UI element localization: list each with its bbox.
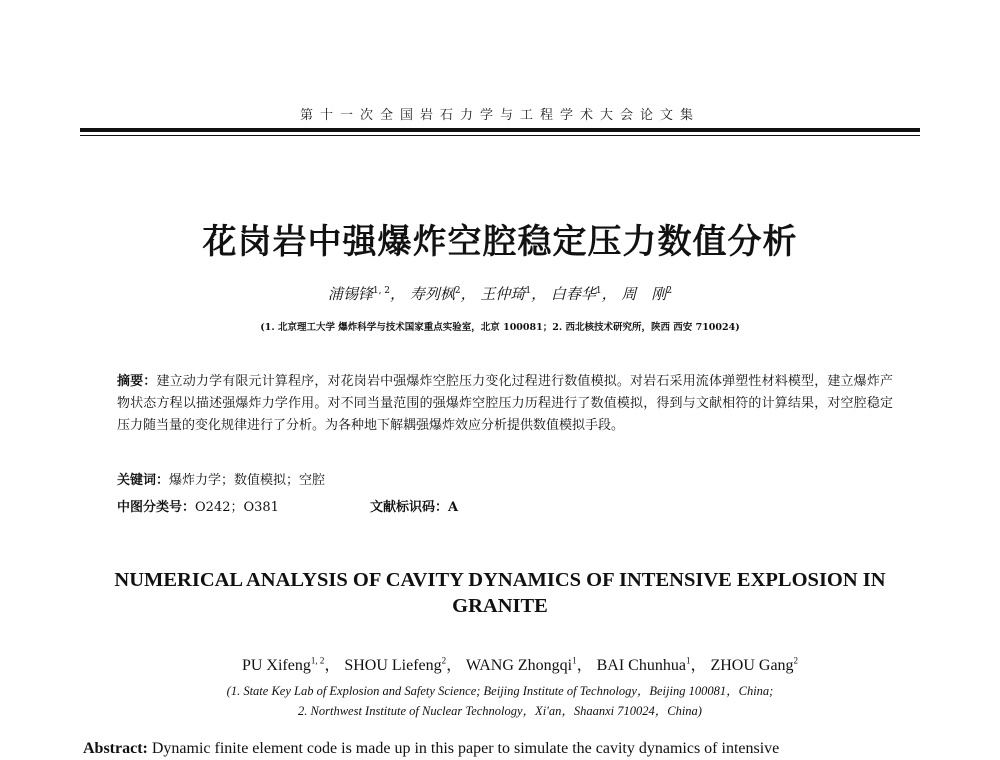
keywords-value: 爆炸力学；数值模拟；空腔: [169, 473, 326, 488]
author-en-5-aff: 2: [793, 655, 799, 666]
author-cn-1-aff: 1, 2: [372, 286, 391, 296]
paper-title-cn: 花岗岩中强爆炸空腔稳定压力数值分析: [202, 222, 798, 262]
clc-label: 中图分类号：: [117, 500, 196, 515]
abstract-en-text: Dynamic finite element code is made up in this paper to simulate the cavity dynamics of intensive: [151, 740, 780, 757]
authors-en: PU Xifeng$^{1, 2}$， SHOU Liefeng$^2$， WANG Zhongqi$^1$， BAI Chunhua$^1$， ZHOU Gang$^2$: [241, 655, 799, 674]
author-cn-1: 浦锡锋: [327, 285, 373, 303]
abstract-en: [83, 740, 983, 758]
author-en-2: SHOU Liefeng: [344, 657, 442, 674]
doc-code-label: 文献标识码：: [370, 500, 449, 515]
abstract-cn: [117, 371, 893, 437]
author-en-3: WANG Zhongqi: [465, 657, 573, 674]
abstract-cn-text: 建立动力学有限元计算程序，对花岗岩中强爆炸空腔压力变化过程进行数值模拟。对岩石采用流体弹塑性材料模型，建立爆炸产物状态方程以描述强爆炸力学作用。对不同当量范围的强爆炸空腔压力历程进行了数值模拟，得到与文献相符的计算结果，对空腔稳定压力随当量的变化规律进行了分析。为各种地下解耦强爆炸效应分析提供数值模拟手段。: [117, 374, 893, 433]
journal-header: 第十一次全国岩石力学与工程学术大会论文集: [299, 108, 700, 123]
keywords-label: 关键词：: [117, 473, 170, 488]
author-cn-3-aff: 1: [525, 286, 532, 296]
abstract-en-label: Abstract:: [83, 740, 148, 757]
doc-code-value: A: [448, 500, 459, 515]
author-en-3-aff: 1: [572, 655, 577, 666]
author-en-4: BAI Chunhua: [596, 657, 686, 674]
authors-cn: 浦锡锋$^{1, 2}$， 寿列枫$^2$， 王仲琦$^1$， 白春华$^1$， 周 刚$^2$: [327, 285, 673, 303]
affiliation-en-line-2: 2. Northwest Institute of Nuclear Technology，Xi'an，Shaanxi 710024，China): [298, 704, 702, 718]
clc-value: O242；O381: [195, 500, 279, 515]
author-cn-3: 王仲琦: [480, 285, 526, 303]
author-cn-4-aff: 1: [595, 286, 602, 296]
affiliation-cn: (1. 北京理工大学 爆炸科学与技术国家重点实验室，北京 100081；2. 西北核技术研究所，陕西 西安 710024): [260, 322, 740, 333]
author-en-2-aff: 2: [441, 655, 447, 666]
header-rule-thin: [80, 135, 920, 136]
author-cn-5: 周 刚: [621, 285, 667, 303]
header-rule-thick: [80, 128, 920, 132]
author-cn-2-aff: 2: [454, 286, 461, 296]
clc-number: [117, 496, 279, 515]
author-cn-5-aff: 2: [666, 286, 673, 296]
affiliation-en-line-1: (1. State Key Lab of Explosion and Safety Science; Beijing Institute of Technology，Beijing 100081，China;: [226, 684, 774, 698]
document-code: [370, 496, 458, 515]
author-cn-2: 寿列枫: [409, 285, 455, 303]
keywords-cn: [117, 469, 325, 488]
author-en-1-aff: 1, 2: [310, 655, 325, 666]
author-cn-4: 白春华: [550, 285, 596, 303]
abstract-cn-label: 摘要：: [117, 374, 157, 389]
author-en-4-aff: 1: [685, 655, 691, 666]
paper-title-en: NUMERICAL ANALYSIS OF CAVITY DYNAMICS OF INTENSIVE EXPLOSION IN GRANITE: [114, 569, 886, 617]
author-en-1: PU Xifeng: [241, 657, 311, 674]
author-en-5: ZHOU Gang: [710, 657, 794, 674]
